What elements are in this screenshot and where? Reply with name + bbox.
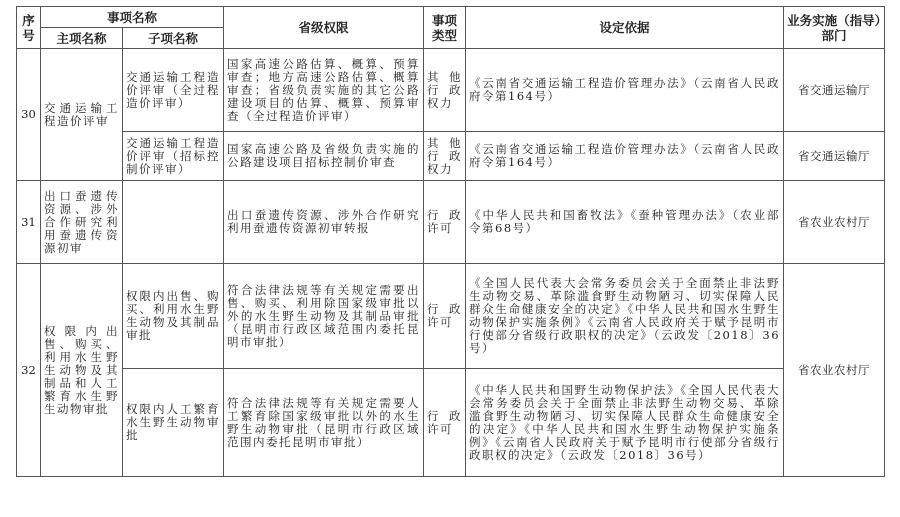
row-dept: 省交通运输厅 — [784, 49, 885, 132]
table-row — [17, 181, 885, 264]
row-item-type: 行政许可 — [424, 369, 466, 477]
row-sub-name — [123, 181, 224, 264]
row-item-type: 其他行政权力 — [424, 49, 466, 132]
header-item-type: 事项类型 — [424, 7, 466, 49]
table-row — [17, 264, 885, 369]
row-main-name: 权限内出售、购买、利用水生野生动物及其制品和人工繁育水生野生动物审批 — [41, 264, 123, 477]
header-main-name: 主项名称 — [41, 28, 123, 49]
row-sub-name: 交通运输工程造价评审（全过程造价评审） — [123, 49, 224, 132]
table-row — [17, 369, 885, 477]
row-sub-name: 权限内人工繁育水生野生动物审批 — [123, 369, 224, 477]
row-sub-name: 交通运输工程造价评审（招标控制价评审） — [123, 132, 224, 181]
row-basis: 《中华人民共和国畜牧法》《蚕种管理办法》（农业部令第68号） — [466, 181, 784, 264]
row-item-type: 行政许可 — [424, 181, 466, 264]
header-sub-name: 子项名称 — [123, 28, 224, 49]
row-main-name: 出口蚕遗传资源、涉外合作研究利用蚕遗传资源初审 — [41, 181, 123, 264]
row-authority: 符合法律法规等有关规定需要出售、购买、利用除国家级审批以外的水生野生动物及其制品审批（昆明市行政区域范围内委托昆明市审批） — [224, 264, 424, 369]
items-table — [16, 6, 885, 477]
row-seq: 31 — [17, 181, 41, 264]
row-seq: 32 — [17, 264, 41, 477]
header-authority: 省级权限 — [224, 7, 424, 49]
row-seq: 30 — [17, 49, 41, 181]
table-row — [17, 132, 885, 181]
row-main-name: 交通运输工程造价评审 — [41, 49, 123, 181]
header-dept: 业务实施（指导）部门 — [784, 7, 885, 49]
row-authority: 符合法律法规等有关规定需要人工繁育除国家级审批以外的水生野生动物审批（昆明市行政区域范围内委托昆明市审批） — [224, 369, 424, 477]
row-authority: 国家高速公路及省级负责实施的公路建设项目招标控制价审查 — [224, 132, 424, 181]
row-sub-name: 权限内出售、购买、利用水生野生动物及其制品审批 — [123, 264, 224, 369]
header-basis: 设定依据 — [466, 7, 784, 49]
row-basis: 《云南省交通运输工程造价管理办法》（云南省人民政府令第164号） — [466, 132, 784, 181]
row-dept: 省农业农村厅 — [784, 181, 885, 264]
row-dept: 省交通运输厅 — [784, 132, 885, 181]
row-dept: 省农业农村厅 — [784, 264, 885, 477]
row-item-type: 其他行政权力 — [424, 132, 466, 181]
row-item-type: 行政许可 — [424, 264, 466, 369]
header-seq: 序号 — [17, 7, 41, 49]
row-authority: 国家高速公路估算、概算、预算审查；地方高速公路估算、概算审查；省级负责实施的其它公路建设项目的估算、概算、预算审查（全过程造价评审） — [224, 49, 424, 132]
row-basis: 《云南省交通运输工程造价管理办法》（云南省人民政府令第164号） — [466, 49, 784, 132]
row-authority: 出口蚕遗传资源、涉外合作研究利用蚕遗传资源初审转报 — [224, 181, 424, 264]
row-basis: 《全国人民代表大会常务委员会关于全面禁止非法野生动物交易、革除滥食野生动物陋习、切实保障人民群众生命健康安全的决定》《中华人民共和国水生野生动物保护实施条例》《云南省人民政府关于赋予昆明市行使部分省级行政职权的决定》（云政发〔2018〕36号） — [466, 264, 784, 369]
header-item-name: 事项名称 — [41, 7, 224, 28]
row-basis: 《中华人民共和国野生动物保护法》《全国人民代表大会常务委员会关于全面禁止非法野生动物交易、革除滥食野生动物陋习、切实保障人民群众生命健康安全的决定》《中华人民共和国水生野生动物保护实施条例》《云南省人民政府关于赋予昆明市行使部分省级行政职权的决定》（云政发〔2018〕36号） — [466, 369, 784, 477]
table-row — [17, 49, 885, 132]
